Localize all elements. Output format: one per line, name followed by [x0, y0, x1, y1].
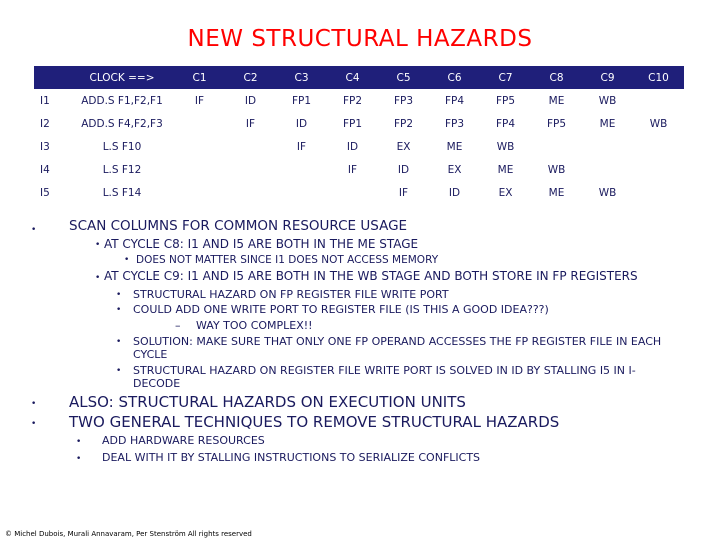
table-cell: ID [295, 117, 308, 130]
bullet-dot: • [124, 255, 130, 265]
bullet-dot: • [95, 240, 101, 250]
table-cell [174, 135, 225, 158]
table-cell: EX [498, 186, 513, 199]
table-row [34, 135, 684, 158]
stalling-bullet: DEAL WITH IT BY STALLING INSTRUCTIONS TO SERIALIZE CONFLICTS [102, 451, 481, 464]
table-cell: IF [347, 163, 358, 176]
table-row [34, 158, 684, 181]
header-cell: C1 [174, 66, 225, 89]
table-cell: FP5 [546, 117, 567, 130]
header-cell: C8 [531, 66, 582, 89]
table-cell: I1 [40, 94, 50, 107]
table-cell: ME [446, 140, 463, 153]
c8-bullet: AT CYCLE C8: I1 AND I5 ARE BOTH IN THE ME STAGE [104, 237, 419, 251]
c9-b-bullet: COULD ADD ONE WRITE PORT TO REGISTER FILE (IS THIS A GOOD IDEA???) [133, 303, 549, 316]
also-bullet: ALSO: STRUCTURAL HAZARDS ON EXECUTION UNITS [69, 393, 466, 411]
table-cell: FP4 [444, 94, 465, 107]
table-cell: IF [245, 117, 256, 130]
table-cell [225, 181, 276, 204]
pipeline-table [34, 66, 684, 204]
bullet-dot: • [31, 399, 37, 409]
c9-a-bullet: STRUCTURAL HAZARD ON FP REGISTER FILE WRITE PORT [133, 288, 449, 301]
table-cell: WB [598, 186, 617, 199]
header-cell: C2 [225, 66, 276, 89]
table-cell: FP1 [291, 94, 312, 107]
header-cell: C7 [480, 66, 531, 89]
c9-c-bullet-line1: SOLUTION: MAKE SURE THAT ONLY ONE FP OPERAND ACCESSES THE FP REGISTER FILE IN EACH [133, 335, 662, 348]
c9-d-bullet-line2: DECODE [133, 377, 181, 390]
header-cell: C4 [327, 66, 378, 89]
table-cell [276, 181, 327, 204]
table-cell: IF [296, 140, 307, 153]
table-cell [633, 158, 684, 181]
table-cell: FP3 [393, 94, 414, 107]
header-cell: C5 [378, 66, 429, 89]
table-cell: IF [194, 94, 205, 107]
header-cell: CLOCK ==> [70, 66, 174, 89]
c9-bullet: AT CYCLE C9: I1 AND I5 ARE BOTH IN THE WB STAGE AND BOTH STORE IN FP REGISTERS [104, 269, 638, 283]
table-cell: WB [547, 163, 566, 176]
table-cell [225, 158, 276, 181]
two-techniques-bullet: TWO GENERAL TECHNIQUES TO REMOVE STRUCTURAL HAZARDS [69, 413, 560, 431]
table-cell: ID [244, 94, 257, 107]
table-cell: ADD.S F1,F2,F1 [81, 94, 163, 107]
table-cell: WB [649, 117, 668, 130]
c8-sub-bullet: DOES NOT MATTER SINCE I1 DOES NOT ACCESS MEMORY [136, 254, 439, 266]
table-cell: ME [548, 94, 565, 107]
table-cell: ID [397, 163, 410, 176]
table-cell [174, 181, 225, 204]
bullet-dot: • [116, 305, 122, 315]
table-cell: FP2 [393, 117, 414, 130]
table-cell: L.S F10 [102, 140, 142, 153]
table-cell: ID [448, 186, 461, 199]
c9-d-bullet-line1: STRUCTURAL HAZARD ON REGISTER FILE WRITE PORT IS SOLVED IN ID BY STALLING I5 IN I- [133, 364, 636, 377]
bullet-dot: • [116, 290, 122, 300]
bullet-dot: • [76, 454, 82, 464]
header-cell: C6 [429, 66, 480, 89]
slide-title: NEW STRUCTURAL HAZARDS [187, 26, 533, 52]
table-row [34, 89, 684, 112]
bullet-dot: • [31, 419, 37, 429]
table-cell: ME [497, 163, 514, 176]
bullet-dot: • [31, 225, 37, 235]
table-cell: WB [598, 94, 617, 107]
table-cell: FP4 [495, 117, 516, 130]
bullet-dot: • [95, 273, 101, 283]
table-cell: L.S F14 [102, 186, 142, 199]
table-header-row [34, 66, 684, 89]
c9-b-sub-bullet: WAY TOO COMPLEX!! [196, 319, 313, 332]
c9-c-bullet-line2: CYCLE [133, 348, 168, 361]
header-cell: C10 [633, 66, 684, 89]
table-cell: L.S F12 [102, 163, 142, 176]
table-cell: FP1 [342, 117, 363, 130]
table-cell [633, 89, 684, 112]
bullet-dot: • [76, 437, 82, 447]
table-cell: I3 [40, 140, 50, 153]
table-cell: EX [447, 163, 462, 176]
scan-bullet: SCAN COLUMNS FOR COMMON RESOURCE USAGE [69, 218, 408, 234]
table-row [34, 181, 684, 204]
table-cell: I2 [40, 117, 50, 130]
table-cell [327, 181, 378, 204]
table-cell: EX [396, 140, 411, 153]
header-cell [34, 66, 70, 89]
copyright-footer: © Michel Dubois, Murali Annavaram, Per Stenström All rights reserved [5, 530, 252, 538]
table-cell [225, 135, 276, 158]
table-cell [174, 112, 225, 135]
table-cell: WB [496, 140, 515, 153]
header-cell: C3 [276, 66, 327, 89]
table-row [34, 112, 684, 135]
table-cell: ADD.S F4,F2,F3 [81, 117, 163, 130]
table-cell [633, 181, 684, 204]
table-cell [582, 135, 633, 158]
bullet-dot: • [116, 337, 122, 347]
bullet-dot: • [116, 366, 122, 376]
table-cell: ME [548, 186, 565, 199]
table-cell [276, 158, 327, 181]
table-cell: FP5 [495, 94, 516, 107]
table-cell: I5 [40, 186, 50, 199]
c9-b-dash: – [175, 319, 181, 332]
table-cell [174, 158, 225, 181]
table-cell [633, 135, 684, 158]
table-cell: ME [599, 117, 616, 130]
table-cell: FP3 [444, 117, 465, 130]
table-cell: ID [346, 140, 359, 153]
table-cell: IF [398, 186, 409, 199]
table-cell: FP2 [342, 94, 363, 107]
table-cell: I4 [40, 163, 50, 176]
table-cell [582, 158, 633, 181]
header-cell: C9 [582, 66, 633, 89]
table-cell [531, 135, 582, 158]
add-hw-bullet: ADD HARDWARE RESOURCES [102, 434, 265, 447]
